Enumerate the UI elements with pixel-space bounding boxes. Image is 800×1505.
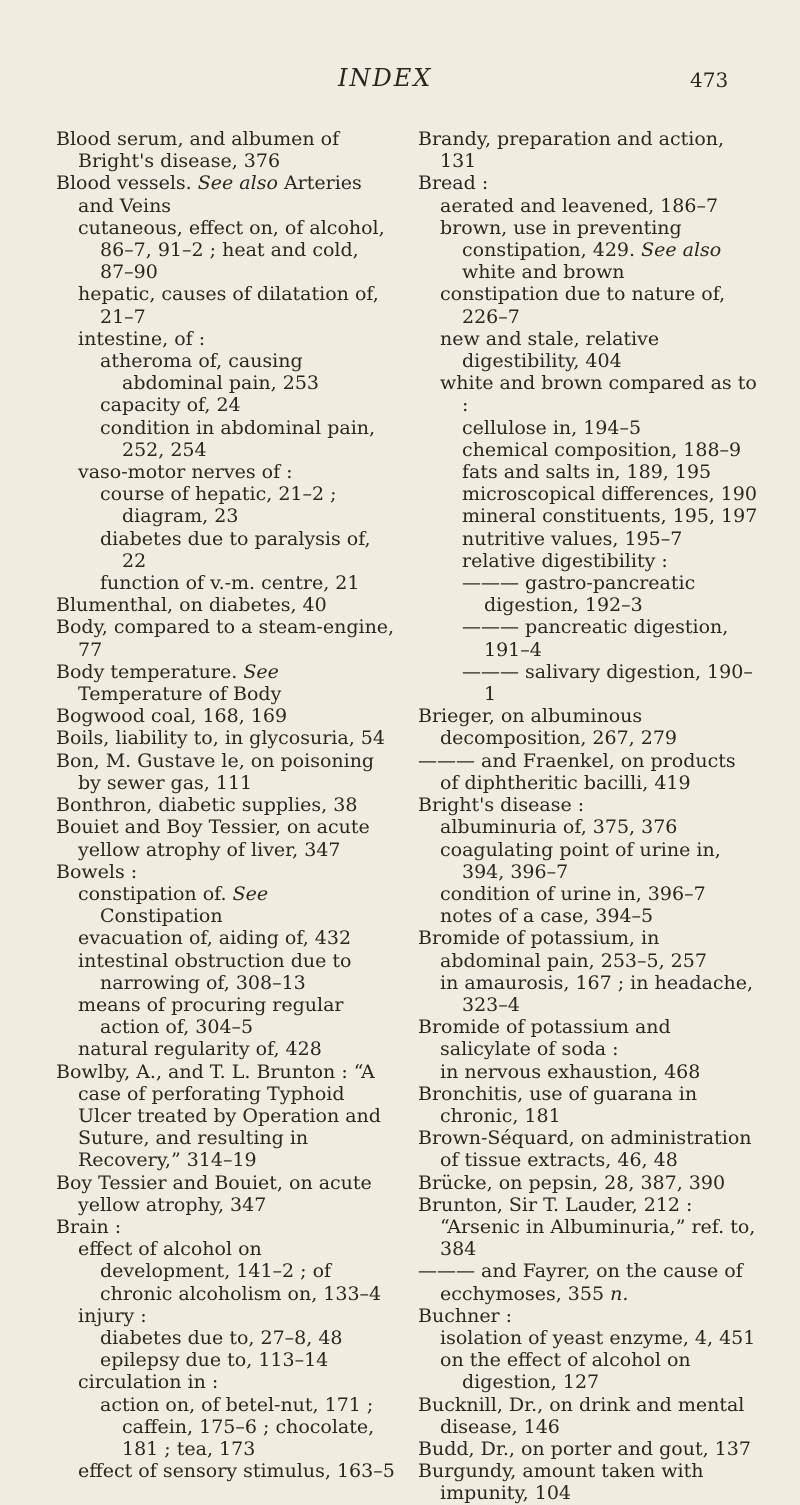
entry-text: chemical composition, 188–9 xyxy=(462,438,742,461)
index-entry xyxy=(78,461,396,483)
index-entry xyxy=(56,794,396,816)
index-entry xyxy=(100,572,396,594)
index-entry xyxy=(56,172,396,216)
entry-text: Blood vessels. xyxy=(56,172,192,195)
index-entry xyxy=(462,528,758,550)
index-entry xyxy=(56,1216,396,1238)
entry-text: diabetes due to, 27–8, 48 xyxy=(100,1326,343,1349)
entry-text: Bucknill, Dr., on drink and mental disease, 146 xyxy=(418,1393,745,1438)
index-entry xyxy=(462,439,758,461)
index-entry xyxy=(418,1194,758,1261)
index-entry xyxy=(418,1305,758,1327)
index-entry xyxy=(440,1327,758,1349)
page-header xyxy=(0,64,800,104)
entry-text: Boils, liability to, in glycosuria, 54 xyxy=(56,727,385,750)
entry-text: Brieger, on albuminous decomposition, 267, 279 xyxy=(418,705,678,750)
index-entry xyxy=(56,705,396,727)
cross-reference-target: Temperature of Body xyxy=(78,683,282,706)
entry-text: Brown-Séquard, on administration of tissue extracts, 46, 48 xyxy=(418,1127,752,1172)
entry-text: microscopical differences, 190 xyxy=(462,483,757,506)
index-entry xyxy=(78,950,396,994)
entry-text: Burgundy, amount taken with impunity, 104 xyxy=(418,1460,704,1505)
entry-text: ——— salivary digestion, 190–1 xyxy=(462,660,753,706)
entry-text: effect of alcohol on development, 141–2 ; of chronic alcoholism on, 133–4 xyxy=(78,1238,382,1305)
entry-text: diabetes due to paralysis of, 22 xyxy=(100,527,371,572)
index-entry xyxy=(56,1172,396,1216)
entry-text: new and stale, relative digestibility, 404 xyxy=(440,327,660,373)
entry-text: Bon, M. Gustave le, on poisoning by sewer gas, 111 xyxy=(56,749,375,794)
index-entry xyxy=(100,394,396,416)
entry-text: evacuation of, aiding of, 432 xyxy=(78,927,352,950)
index-entry xyxy=(100,417,396,461)
entry-text: Blood serum, and albumen of Bright's disease, 376 xyxy=(56,128,340,173)
entry-text: coagulating point of urine in, 394, 396–7 xyxy=(440,838,721,883)
entry-text: aerated and leavened, 186–7 xyxy=(440,194,719,217)
entry-text: Blumenthal, on diabetes, 40 xyxy=(56,594,327,617)
entry-text: Boy Tessier and Bouiet, on acute yellow atrophy, 347 xyxy=(56,1171,372,1216)
index-entry xyxy=(78,1371,396,1393)
index-column-left xyxy=(56,128,396,1482)
entry-text: ——— pancreatic digestion, 191–4 xyxy=(462,616,729,661)
entry-text: condition in abdominal pain, 252, 254 xyxy=(100,416,376,461)
entry-text: Bonthron, diabetic supplies, 38 xyxy=(56,794,358,817)
index-entry xyxy=(418,927,758,971)
index-entry xyxy=(462,461,758,483)
entry-text: ——— gastro-pancreatic digestion, 192–3 xyxy=(462,572,696,617)
entry-text: Buchner : xyxy=(418,1304,513,1327)
index-entry xyxy=(418,128,758,172)
entry-text: Bread : xyxy=(418,172,489,195)
entry-text: capacity of, 24 xyxy=(100,394,241,417)
index-entry xyxy=(56,1061,396,1172)
index-entry xyxy=(78,1038,396,1060)
entry-text: Brunton, Sir T. Lauder, 212 : “Arsenic in Albuminuria,” ref. to, 384 xyxy=(418,1193,756,1261)
index-entry xyxy=(440,328,758,372)
entry-text: Bright's disease : xyxy=(418,794,585,817)
entry-text: Body temperature. xyxy=(56,660,238,683)
index-entry xyxy=(56,616,396,660)
entry-text: nutritive values, 195–7 xyxy=(462,527,683,550)
entry-text: in nervous exhaustion, 468 xyxy=(440,1060,701,1083)
index-entry xyxy=(440,217,758,284)
entry-text: on the effect of alcohol on digestion, 127 xyxy=(440,1349,691,1394)
entry-text: albuminuria of, 375, 376 xyxy=(440,816,678,839)
entry-text: intestine, of : xyxy=(78,327,206,350)
entry-text: hepatic, causes of dilatation of, 21–7 xyxy=(78,283,379,328)
index-entry xyxy=(418,1016,758,1060)
entry-text: atheroma of, causing abdominal pain, 253 xyxy=(100,350,320,395)
entry-text: ——— and Fraenkel, on products of diphtheritic bacilli, 419 xyxy=(418,749,736,794)
index-entry xyxy=(462,661,758,705)
index-entry xyxy=(440,1349,758,1393)
entry-text: Bouiet and Boy Tessier, on acute yellow atrophy of liver, 347 xyxy=(56,816,370,861)
index-entry xyxy=(56,727,396,749)
index-entry xyxy=(418,750,758,794)
entry-text: means of procuring regular action of, 304–5 xyxy=(78,993,344,1039)
entry-text: in amaurosis, 167 ; in headache, 323–4 xyxy=(440,971,753,1016)
index-entry xyxy=(78,994,396,1038)
entry-text: notes of a case, 394–5 xyxy=(440,905,654,928)
entry-text: Budd, Dr., on porter and gout, 137 xyxy=(418,1437,751,1460)
index-entry xyxy=(440,839,758,883)
entry-text: Brandy, preparation and action, 131 xyxy=(418,128,725,173)
index-entry xyxy=(440,972,758,1016)
entry-text: isolation of yeast enzyme, 4, 451 xyxy=(440,1326,756,1349)
index-entry xyxy=(100,1327,396,1349)
entry-text: injury : xyxy=(78,1304,147,1327)
index-entry xyxy=(418,1083,758,1127)
index-entry xyxy=(440,1061,758,1083)
index-entry xyxy=(440,283,758,327)
index-entry xyxy=(56,594,396,616)
index-entry xyxy=(56,128,396,172)
index-column-right xyxy=(418,128,758,1505)
index-entry xyxy=(78,217,396,284)
entry-text: white and brown compared as to : xyxy=(440,372,757,417)
index-entry xyxy=(78,1305,396,1327)
entry-text: constipation of. xyxy=(78,882,227,905)
index-entry xyxy=(100,1394,396,1461)
entry-text: Bowlby, A., and T. L. Brunton : “A case of perforating Typhoid Ulcer treated by Operation and Suture, and resulting in Recovery,” 314–19 xyxy=(56,1060,381,1172)
running-title: INDEX xyxy=(338,64,433,92)
entry-text: action on, of betel-nut, 171 ; caffein, 175–6 ; chocolate, 181 ; tea, 173 xyxy=(100,1393,375,1460)
index-entry xyxy=(462,572,758,616)
entry-text: constipation due to nature of, 226–7 xyxy=(440,283,726,328)
index-entry xyxy=(78,283,396,327)
index-entry xyxy=(418,1260,758,1304)
index-entry xyxy=(78,1460,396,1482)
index-entry xyxy=(78,328,396,350)
entry-text: function of v.-m. centre, 21 xyxy=(100,572,360,595)
entry-text: Bowels : xyxy=(56,860,138,883)
index-entry xyxy=(418,794,758,816)
entry-text: cellulose in, 194–5 xyxy=(462,416,642,439)
index-entry xyxy=(462,616,758,660)
index-entry xyxy=(440,816,758,838)
entry-text: condition of urine in, 396–7 xyxy=(440,882,706,905)
index-entry xyxy=(440,195,758,217)
entry-text: effect of sensory stimulus, 163–5 xyxy=(78,1460,395,1483)
index-entry xyxy=(462,483,758,505)
cross-reference-label: See xyxy=(232,882,269,905)
entry-text: Brain : xyxy=(56,1215,122,1238)
index-entry xyxy=(462,417,758,439)
entry-text: relative digestibility : xyxy=(462,549,668,572)
index-entry xyxy=(56,750,396,794)
entry-text: Bronchitis, use of guarana in chronic, 181 xyxy=(418,1082,698,1127)
cross-reference-target: white and brown xyxy=(462,261,625,284)
cross-reference-target: Constipation xyxy=(100,905,223,928)
entry-text: vaso-motor nerves of : xyxy=(78,461,293,484)
index-entry xyxy=(78,1238,396,1305)
index-entry xyxy=(440,372,758,416)
footnote-marker: n. xyxy=(604,1282,629,1305)
cross-reference-label: See xyxy=(243,660,279,683)
entry-text: Bromide of potassium and salicylate of soda : xyxy=(418,1016,671,1061)
page-number: 473 xyxy=(690,68,729,92)
entry-text: course of hepatic, 21–2 ; diagram, 23 xyxy=(100,483,337,528)
entry-text: epilepsy due to, 113–14 xyxy=(100,1349,329,1372)
entry-text: ——— and Fayrer, on the cause of ecchymoses, 355 xyxy=(418,1260,743,1305)
index-entry xyxy=(462,505,758,527)
entry-text: Body, compared to a steam-engine, 77 xyxy=(56,616,395,661)
index-entry xyxy=(418,1460,758,1504)
entry-text: natural regularity of, 428 xyxy=(78,1038,322,1061)
index-entry xyxy=(100,528,396,572)
index-entry xyxy=(418,172,758,194)
index-entry xyxy=(100,483,396,527)
index-entry xyxy=(440,883,758,905)
entry-text: Bogwood coal, 168, 169 xyxy=(56,705,288,728)
index-entry xyxy=(418,1394,758,1438)
entry-text: circulation in : xyxy=(78,1371,219,1394)
entry-text: brown, use in preventing constipation, 429. xyxy=(440,216,682,262)
index-entry xyxy=(418,1438,758,1460)
cross-reference-target: Arteries and Veins xyxy=(78,172,362,217)
index-entry xyxy=(56,816,396,860)
entry-text: mineral constituents, 195, 197 xyxy=(462,505,758,528)
entry-text: cutaneous, effect on, of alcohol, 86–7, 91–2 ; heat and cold, 87–90 xyxy=(78,216,385,284)
index-entry xyxy=(100,1349,396,1371)
index-entry xyxy=(56,861,396,883)
entry-text: intestinal obstruction due to narrowing of, 308–13 xyxy=(78,949,352,994)
index-entry xyxy=(56,661,396,705)
entry-text: Bromide of potassium, in abdominal pain, 253–5, 257 xyxy=(418,927,707,972)
index-entry xyxy=(418,1172,758,1194)
index-entry xyxy=(100,350,396,394)
index-entry xyxy=(78,927,396,949)
cross-reference-label: See also xyxy=(197,172,278,195)
index-entry xyxy=(418,705,758,749)
cross-reference-label: See also xyxy=(641,239,722,262)
entry-text: Brücke, on pepsin, 28, 387, 390 xyxy=(418,1171,726,1194)
entry-text: fats and salts in, 189, 195 xyxy=(462,461,712,484)
index-entry xyxy=(462,550,758,572)
index-entry xyxy=(440,905,758,927)
index-entry xyxy=(418,1127,758,1171)
index-entry xyxy=(78,883,396,927)
